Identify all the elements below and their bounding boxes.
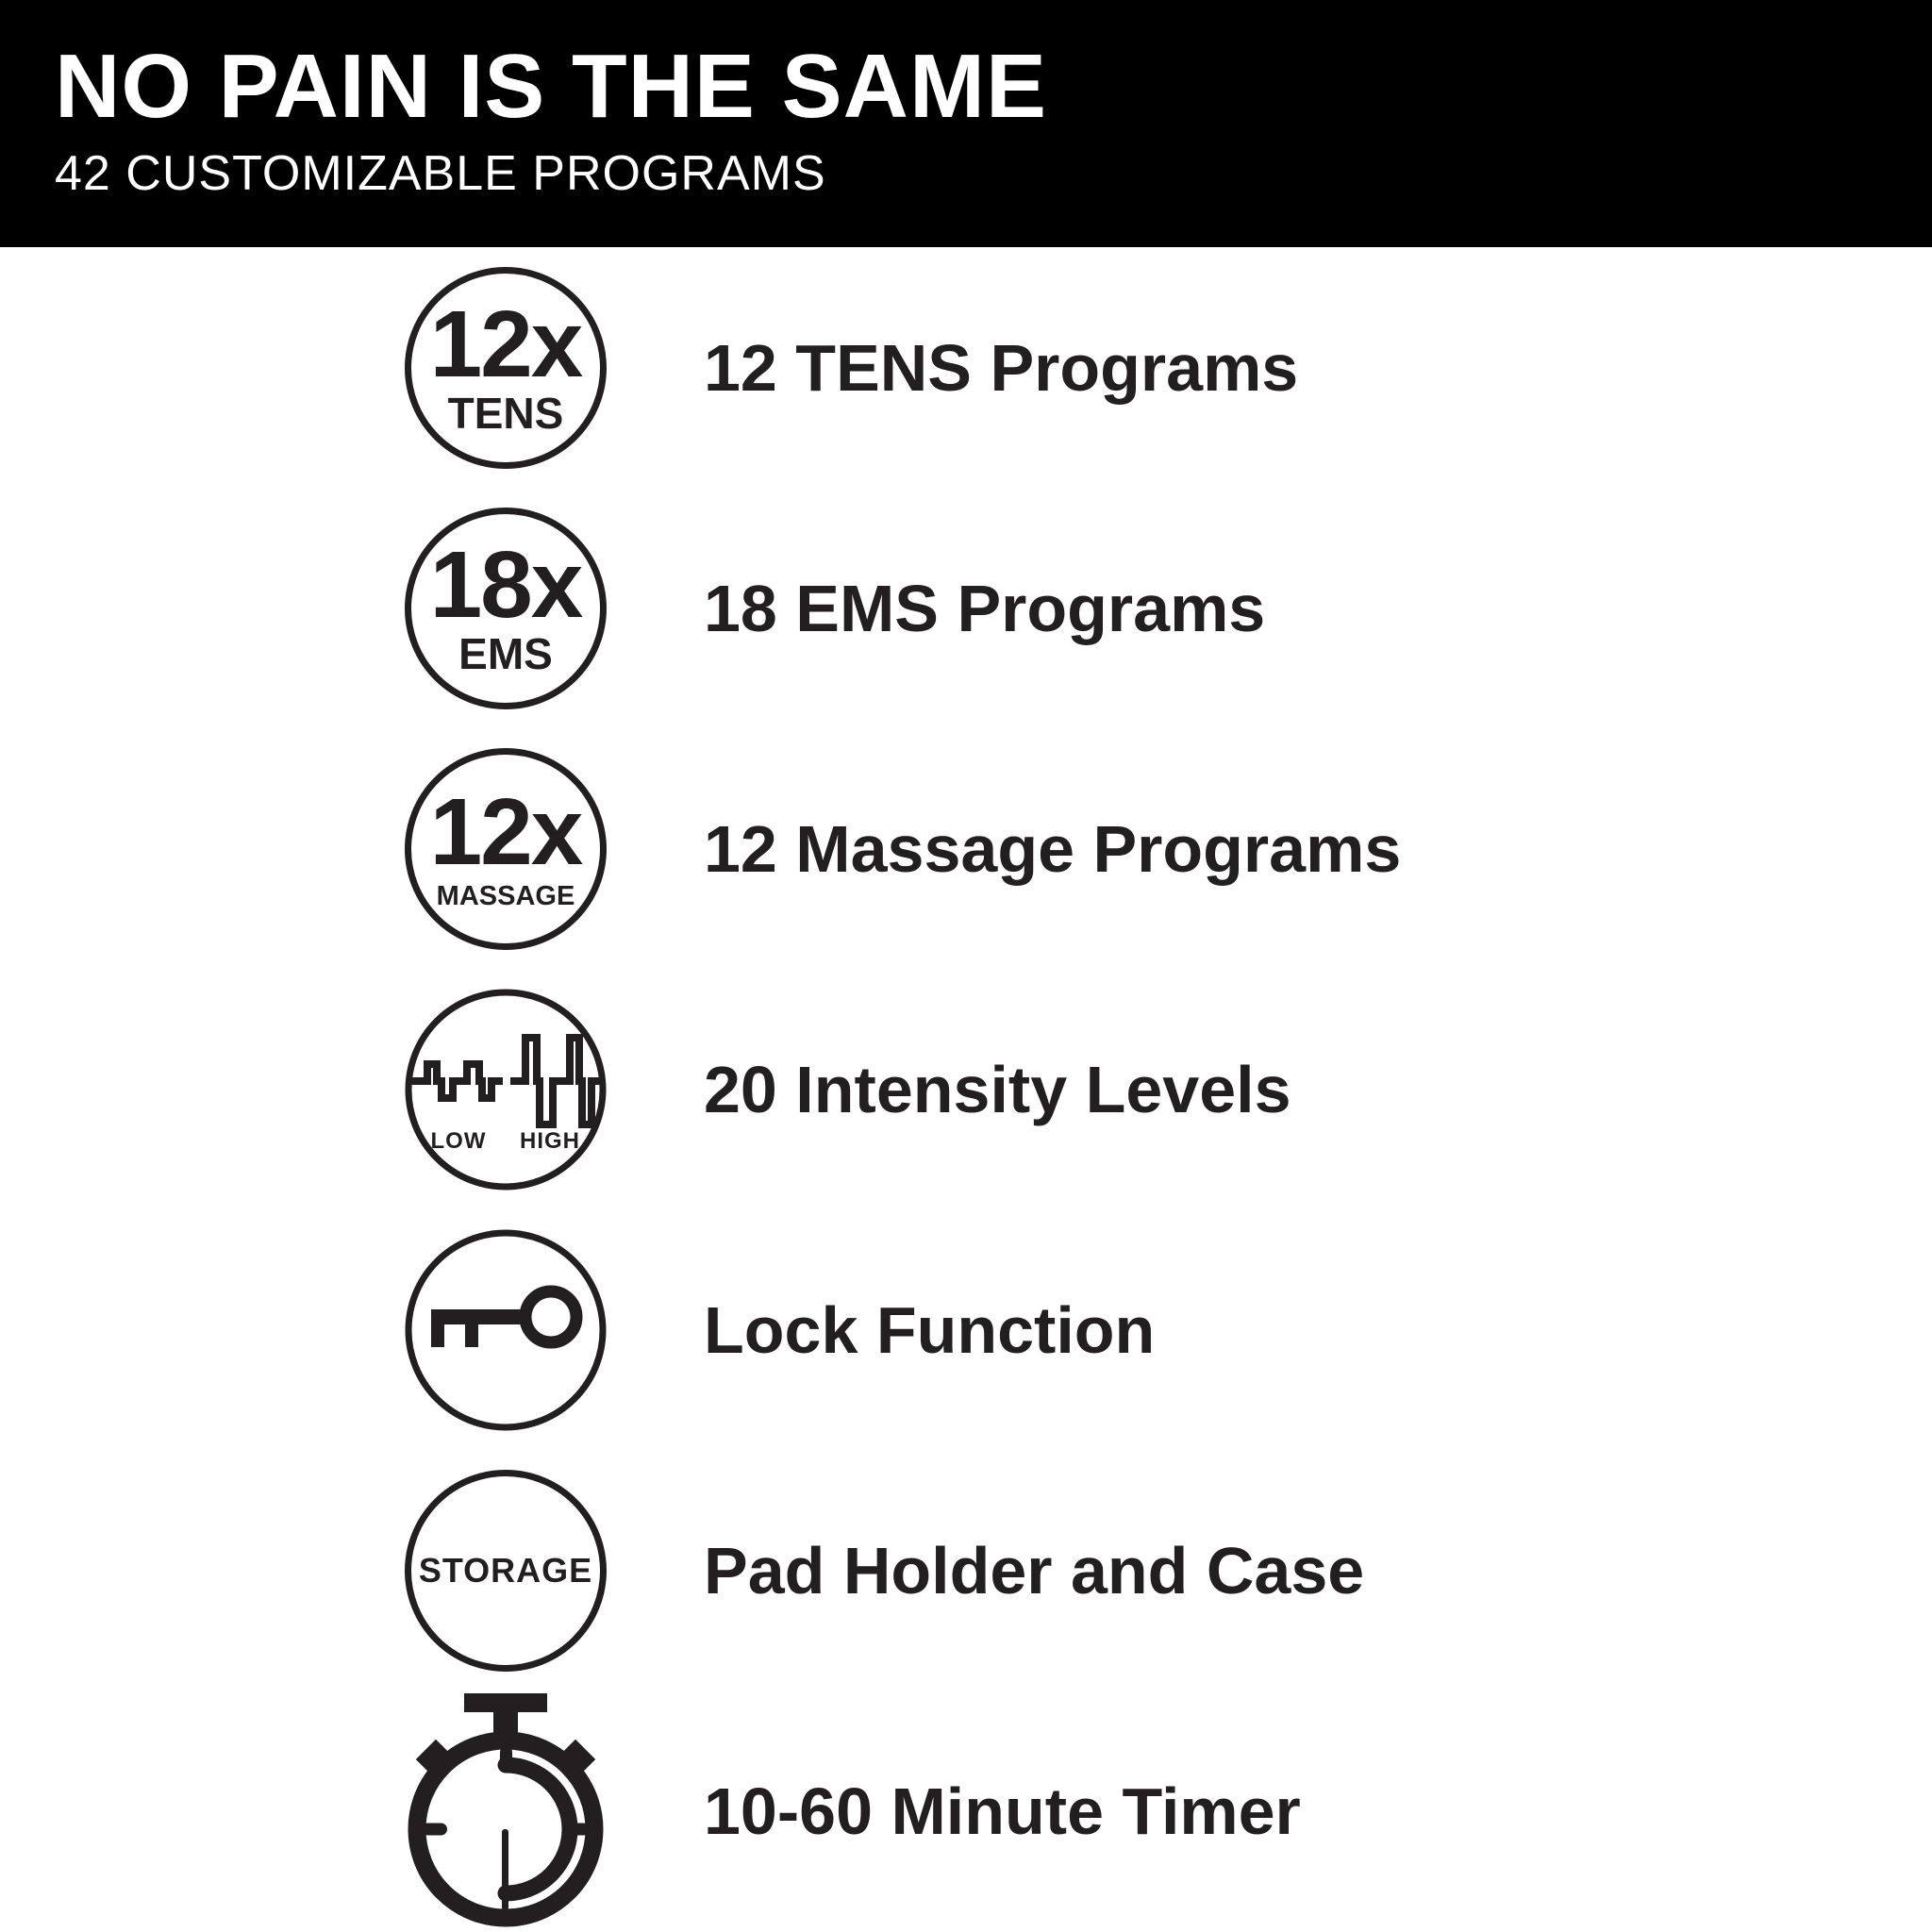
- icon-box: [392, 1693, 619, 1929]
- feature-row-lock-function: [0, 1209, 1932, 1450]
- page-subtitle: 42 CUSTOMIZABLE PROGRAMS: [55, 146, 826, 201]
- icon-box: [392, 1229, 619, 1431]
- waveform-low-label: LOW: [430, 1127, 487, 1154]
- ems-count-label: EMS: [458, 629, 553, 678]
- intensity-waveform-icon: [405, 989, 607, 1191]
- feature-label-storage: Pad Holder and Case: [704, 1533, 1365, 1607]
- tens-count-label: TENS: [447, 389, 564, 438]
- feature-label-timer: 10-60 Minute Timer: [704, 1774, 1301, 1848]
- storage-icon: [405, 1470, 607, 1672]
- tens-count-icon: [405, 267, 607, 469]
- feature-row-tens-programs: [0, 247, 1932, 488]
- key-icon: [405, 1229, 607, 1431]
- page-title: NO PAIN IS THE SAME: [55, 36, 1047, 137]
- tens-count-number: 12x: [429, 291, 582, 397]
- feature-row-massage-programs: [0, 728, 1932, 969]
- feature-label-intensity: 20 Intensity Levels: [704, 1052, 1291, 1126]
- feature-row-ems-programs: [0, 488, 1932, 728]
- massage-count-icon: [405, 748, 607, 950]
- feature-label-tens: 12 TENS Programs: [704, 330, 1299, 405]
- icon-box: [392, 748, 619, 950]
- storage-label: STORAGE: [418, 1550, 593, 1590]
- icon-box: [392, 1470, 619, 1672]
- icon-box: [392, 989, 619, 1191]
- icon-box: [392, 508, 619, 709]
- massage-count-number: 12x: [429, 778, 582, 885]
- feature-label-ems: 18 EMS Programs: [704, 571, 1266, 645]
- massage-count-label: MASSAGE: [436, 880, 575, 911]
- feature-label-massage: 12 Massage Programs: [704, 811, 1402, 886]
- ems-count-number: 18x: [429, 532, 582, 638]
- feature-label-lock: Lock Function: [704, 1292, 1156, 1367]
- feature-list: [0, 247, 1932, 1932]
- header-banner: [0, 0, 1932, 247]
- ems-count-icon: [405, 508, 607, 709]
- waveform-high-label: HIGH: [520, 1127, 580, 1154]
- stopwatch-icon: [396, 1693, 615, 1929]
- feature-row-pad-holder-case: [0, 1450, 1932, 1690]
- feature-row-timer: [0, 1690, 1932, 1931]
- icon-box: [392, 267, 619, 469]
- feature-row-intensity-levels: [0, 969, 1932, 1209]
